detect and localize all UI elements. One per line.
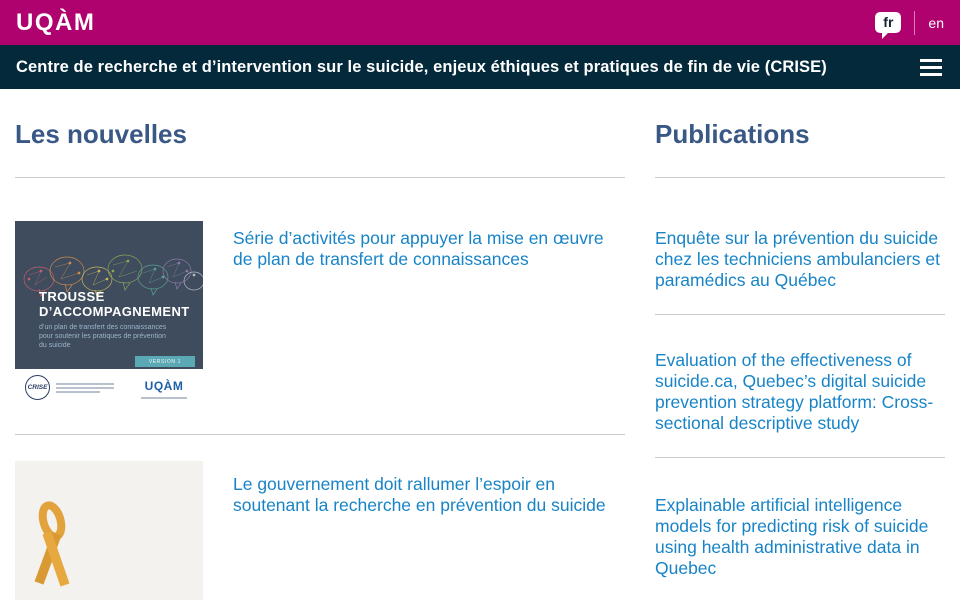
news-title-link[interactable]: Série d’activités pour appuyer la mise en œuvre de plan de transfert de connaissances [233,228,604,269]
uqam-logo[interactable]: UQÀM [16,8,96,36]
crise-tagline-lines [56,383,114,393]
cover-title-line1: TROUSSE [39,289,105,304]
divider [655,457,945,458]
cover-title [39,289,190,319]
hamburger-icon [920,59,942,62]
uqam-wordmark: UQÀM [144,378,184,393]
divider [15,434,625,435]
cover-subtitle: d’un plan de transfert des connaissances pour soutenir les pratiques de prévention du suicide [39,324,167,349]
main-content [0,89,960,600]
publications-heading: Publications [655,119,810,149]
divider [655,177,945,178]
language-divider [914,11,915,35]
hamburger-icon [920,73,942,76]
hamburger-menu-button[interactable] [918,57,944,78]
hamburger-icon [920,66,942,69]
news-thumbnail-orange-ribbon[interactable] [15,461,203,600]
divider [15,177,625,178]
publication-link[interactable]: Enquête sur la prévention du suicide chez les techniciens ambulanciers et paramédics au Québec [655,228,941,290]
cover-version-badge: VERSION 1 [135,356,195,367]
publication-link[interactable]: Evaluation of the effectiveness of suicide.ca, Quebec’s digital suicide prevention strategy platform: Cross-sectional descriptive study [655,350,934,433]
language-switcher [875,11,944,35]
publications-section [655,89,945,600]
news-item-trousse [15,221,625,406]
lang-en-button[interactable]: en [928,14,944,31]
news-heading: Les nouvelles [15,119,187,149]
orange-ribbon-icon [15,461,203,600]
news-section [15,89,625,600]
site-title-link[interactable]: Centre de recherche et d’intervention sur le suicide, enjeux éthiques et pratiques de fin de vie (CRISE) [16,57,827,76]
news-thumbnail-trousse-cover[interactable] [15,221,203,406]
publication-link[interactable]: Explainable artificial intelligence models for predicting risk of suicide using health administrative data in Quebec [655,495,929,578]
uqam-logo-small [141,377,187,399]
news-title-link[interactable]: Le gouvernement doit rallumer l’espoir en soutenant la recherche en prévention du suicide [233,474,606,515]
cover-title-line2: D’ACCOMPAGNEMENT [39,304,190,319]
crise-logo: CRISE [25,375,50,400]
lang-fr-button[interactable]: fr [875,12,901,33]
cover-footer-strip [15,369,203,406]
uqam-topbar [0,0,960,45]
divider [655,314,945,315]
site-navbar [0,45,960,89]
news-item-ribbon [15,461,625,600]
